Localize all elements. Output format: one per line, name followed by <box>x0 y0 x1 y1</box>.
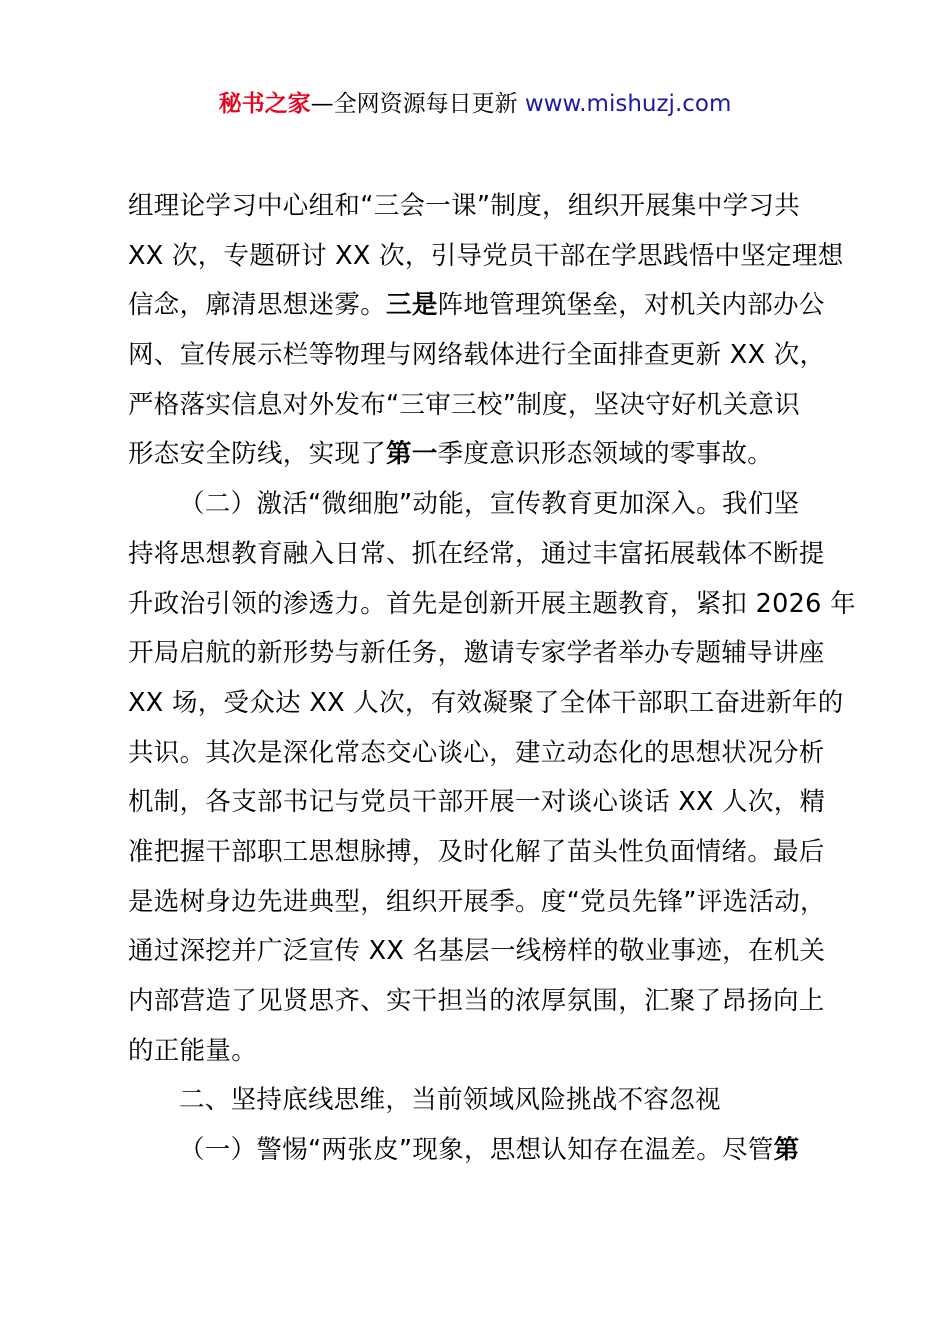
site-header <box>0 88 950 120</box>
text-line: 网、宣传展示栏等物理与网络载体进行全面排查更新 XX 次， <box>128 340 826 371</box>
paragraph-start-line: （一）警惕“两张皮”现象，思想认知存在温差。尽管第 <box>179 1135 800 1166</box>
text-line: XX 场，受众达 XX 人次，有效凝聚了全体干部职工奋进新年的 <box>128 687 844 718</box>
emphasis-text: 第一 <box>386 439 438 470</box>
text-line: 升政治引领的渗透力。首先是创新开展主题教育，紧扣 2026 年 <box>128 588 856 619</box>
website-link[interactable]: www.mishuzj.com <box>524 91 732 117</box>
text-line: 准把握干部职工思想脉搏，及时化解了苗头性负面情绪。最后 <box>128 836 825 867</box>
brand-name: 秘书之家 <box>218 91 311 117</box>
text-line: 开局启航的新形势与新任务，邀请专家学者举办专题辅导讲座 <box>128 638 825 669</box>
text-line: 的正能量。 <box>128 1035 258 1066</box>
text-line: 是选树身边先进典型，组织开展季。度“党员先锋”评选活动， <box>128 886 826 917</box>
text-line: 信念，廓清思想迷雾。三是阵地管理筑堡垒，对机关内部办公 <box>128 290 825 321</box>
text-line: XX 次，专题研讨 XX 次，引导党员干部在学思践悟中坚定理想 <box>128 240 844 271</box>
text-line: 严格落实信息对外发布“三审三校”制度，坚决守好机关意识 <box>128 389 801 420</box>
text-line: 共识。其次是深化常态交心谈心，建立动态化的思想状况分析 <box>128 737 825 768</box>
text-line: 形态安全防线，实现了第一季度意识形态领域的零事故。 <box>128 439 774 470</box>
text-line: 持将思想教育融入日常、抓在经常，通过丰富拓展载体不断提 <box>128 538 825 569</box>
document-body <box>128 182 856 1176</box>
section-heading: 二、坚持底线思维，当前领域风险挑战不容忽视 <box>179 1085 721 1116</box>
emphasis-text: 第 <box>773 1135 800 1166</box>
text-line: 组理论学习中心组和“三会一课”制度，组织开展集中学习共 <box>128 191 801 221</box>
emphasis-text: 三是 <box>386 290 438 321</box>
paragraph-start-line: （二）激活“微细胞”动能，宣传教育更加深入。我们坚 <box>179 489 800 520</box>
text-line: 通过深挖并广泛宣传 XX 名基层一线榜样的敬业事迹，在机关 <box>128 936 826 967</box>
header-slogan: —全网资源每日更新 <box>310 91 525 117</box>
text-line: 机制，各支部书记与党员干部开展一对谈心谈话 XX 人次，精 <box>128 787 826 818</box>
text-line: 内部营造了见贤思齐、实干担当的浓厚氛围，汇聚了昂扬向上 <box>128 986 825 1016</box>
